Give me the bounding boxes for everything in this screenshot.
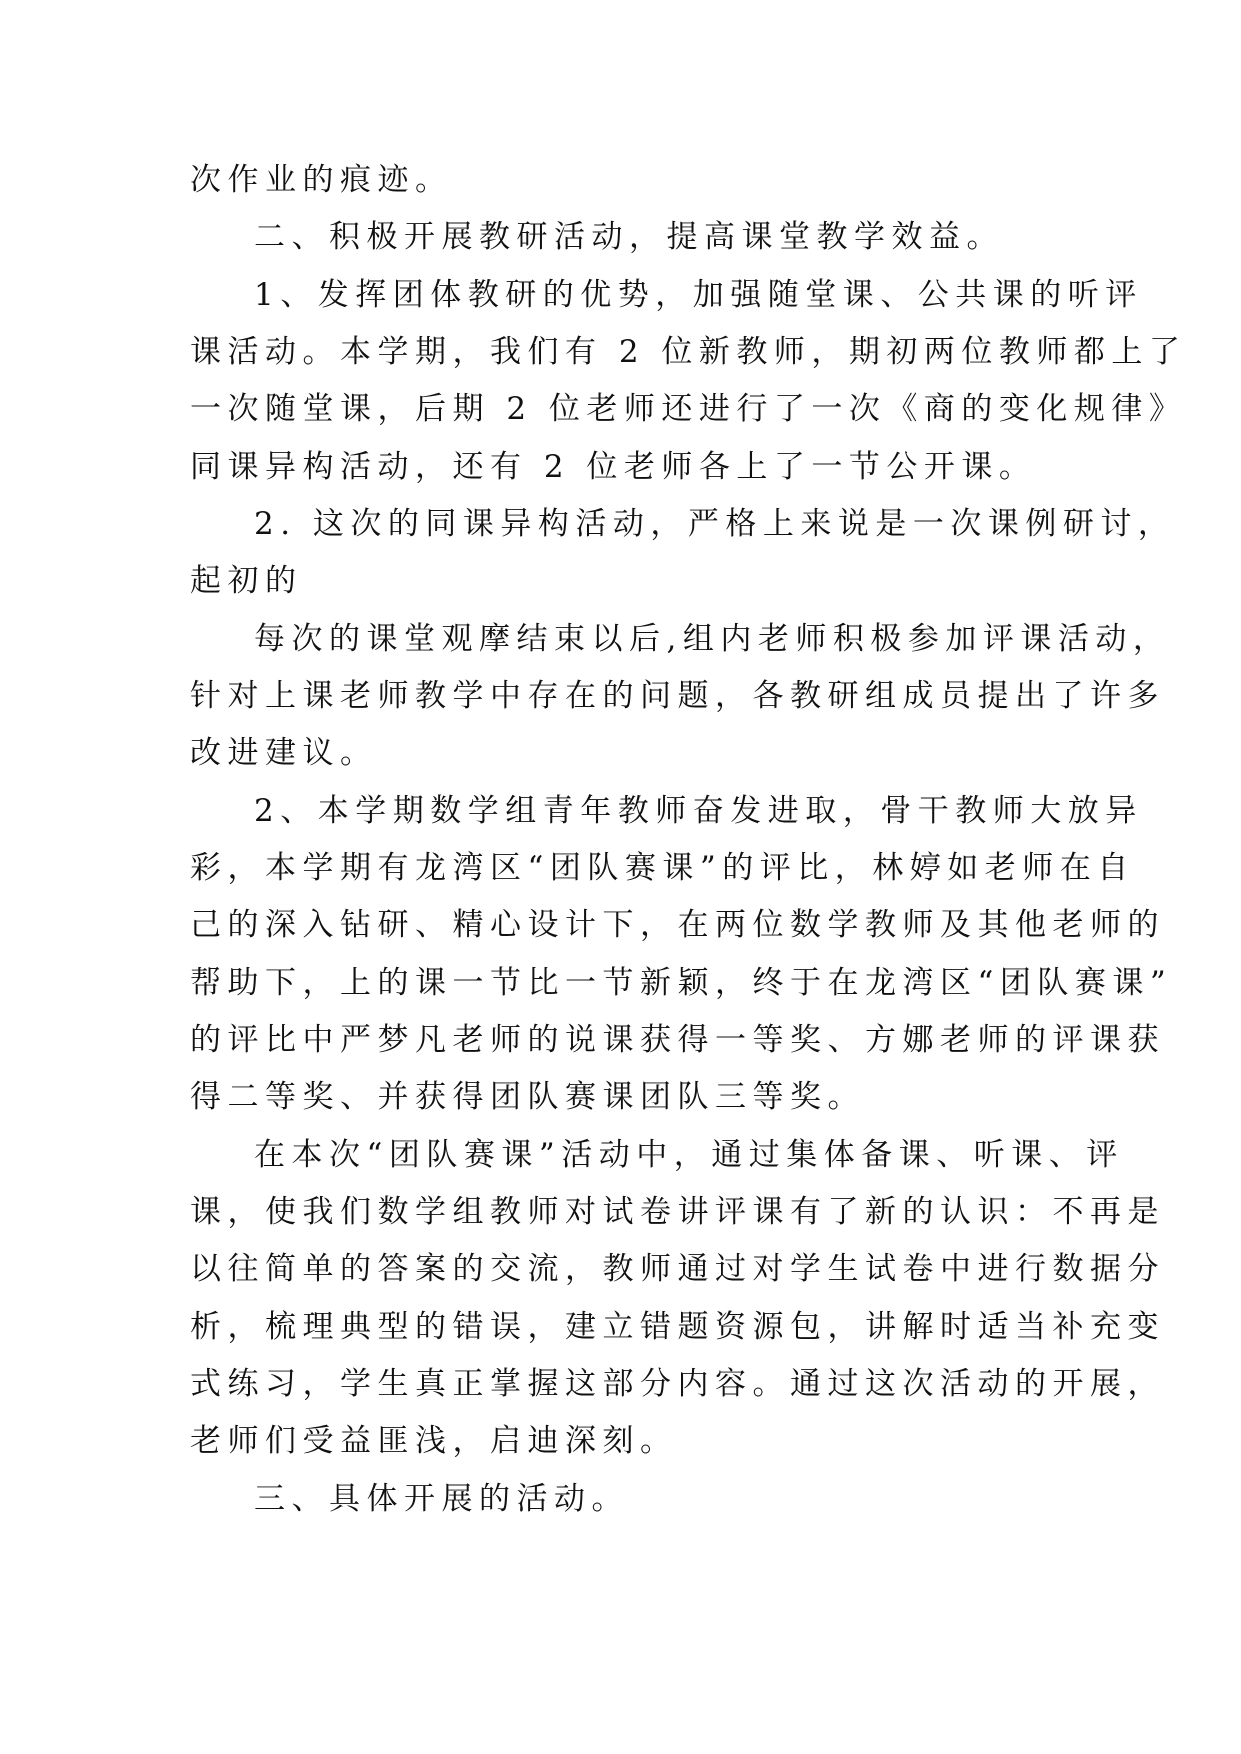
text-line: 彩，本学期有龙湾区“团队赛课”的评比，林婷如老师在自 [190, 850, 1135, 886]
text-line: 析，梳理典型的错误，建立错题资源包，讲解时适当补充变 [190, 1309, 1165, 1345]
text-line: 每次的课堂观摩结束以后,组内老师积极参加评课活动， [254, 621, 1171, 657]
text-line: 以往简单的答案的交流，教师通过对学生试卷中进行数据分 [190, 1251, 1165, 1287]
text-line: 一次随堂课，后期 2 位老师还进行了一次《商的变化规律》 [190, 391, 1187, 427]
text-line: 的评比中严梦凡老师的说课获得一等奖、方娜老师的评课获 [190, 1022, 1165, 1058]
text-line: 2. 这次的同课异构活动，严格上来说是一次课例研讨， [254, 506, 1176, 542]
section-heading: 二、积极开展教研活动，提高课堂教学效益。 [254, 219, 1004, 255]
text-line: 课，使我们数学组教师对试卷讲评课有了新的认识：不再是 [190, 1194, 1165, 1230]
text-line: 己的深入钻研、精心设计下，在两位数学教师及其他老师的 [190, 907, 1165, 943]
text-line: 同课异构活动，还有 2 位老师各上了一节公开课。 [190, 449, 1037, 485]
text-line: 1、发挥团体教研的优势，加强随堂课、公共课的听评 [254, 277, 1143, 313]
section-heading: 三、具体开展的活动。 [254, 1481, 629, 1517]
text-line: 帮助下，上的课一节比一节新颖，终于在龙湾区“团队赛课” [190, 965, 1173, 1001]
text-line: 得二等奖、并获得团队赛课团队三等奖。 [190, 1079, 865, 1115]
text-line: 课活动。本学期，我们有 2 位新教师，期初两位教师都上了 [190, 334, 1187, 370]
text-line: 次作业的痕迹。 [190, 162, 453, 198]
text-line: 针对上课老师教学中存在的问题，各教研组成员提出了许多 [190, 678, 1165, 714]
text-line: 起初的 [190, 563, 303, 599]
text-line: 2、本学期数学组青年教师奋发进取，骨干教师大放异 [254, 793, 1143, 829]
text-line: 式练习，学生真正掌握这部分内容。通过这次活动的开展， [190, 1366, 1165, 1402]
text-line: 老师们受益匪浅，启迪深刻。 [190, 1423, 678, 1459]
text-line: 改进建议。 [190, 735, 378, 771]
text-line: 在本次“团队赛课”活动中，通过集体备课、听课、评 [254, 1137, 1124, 1173]
